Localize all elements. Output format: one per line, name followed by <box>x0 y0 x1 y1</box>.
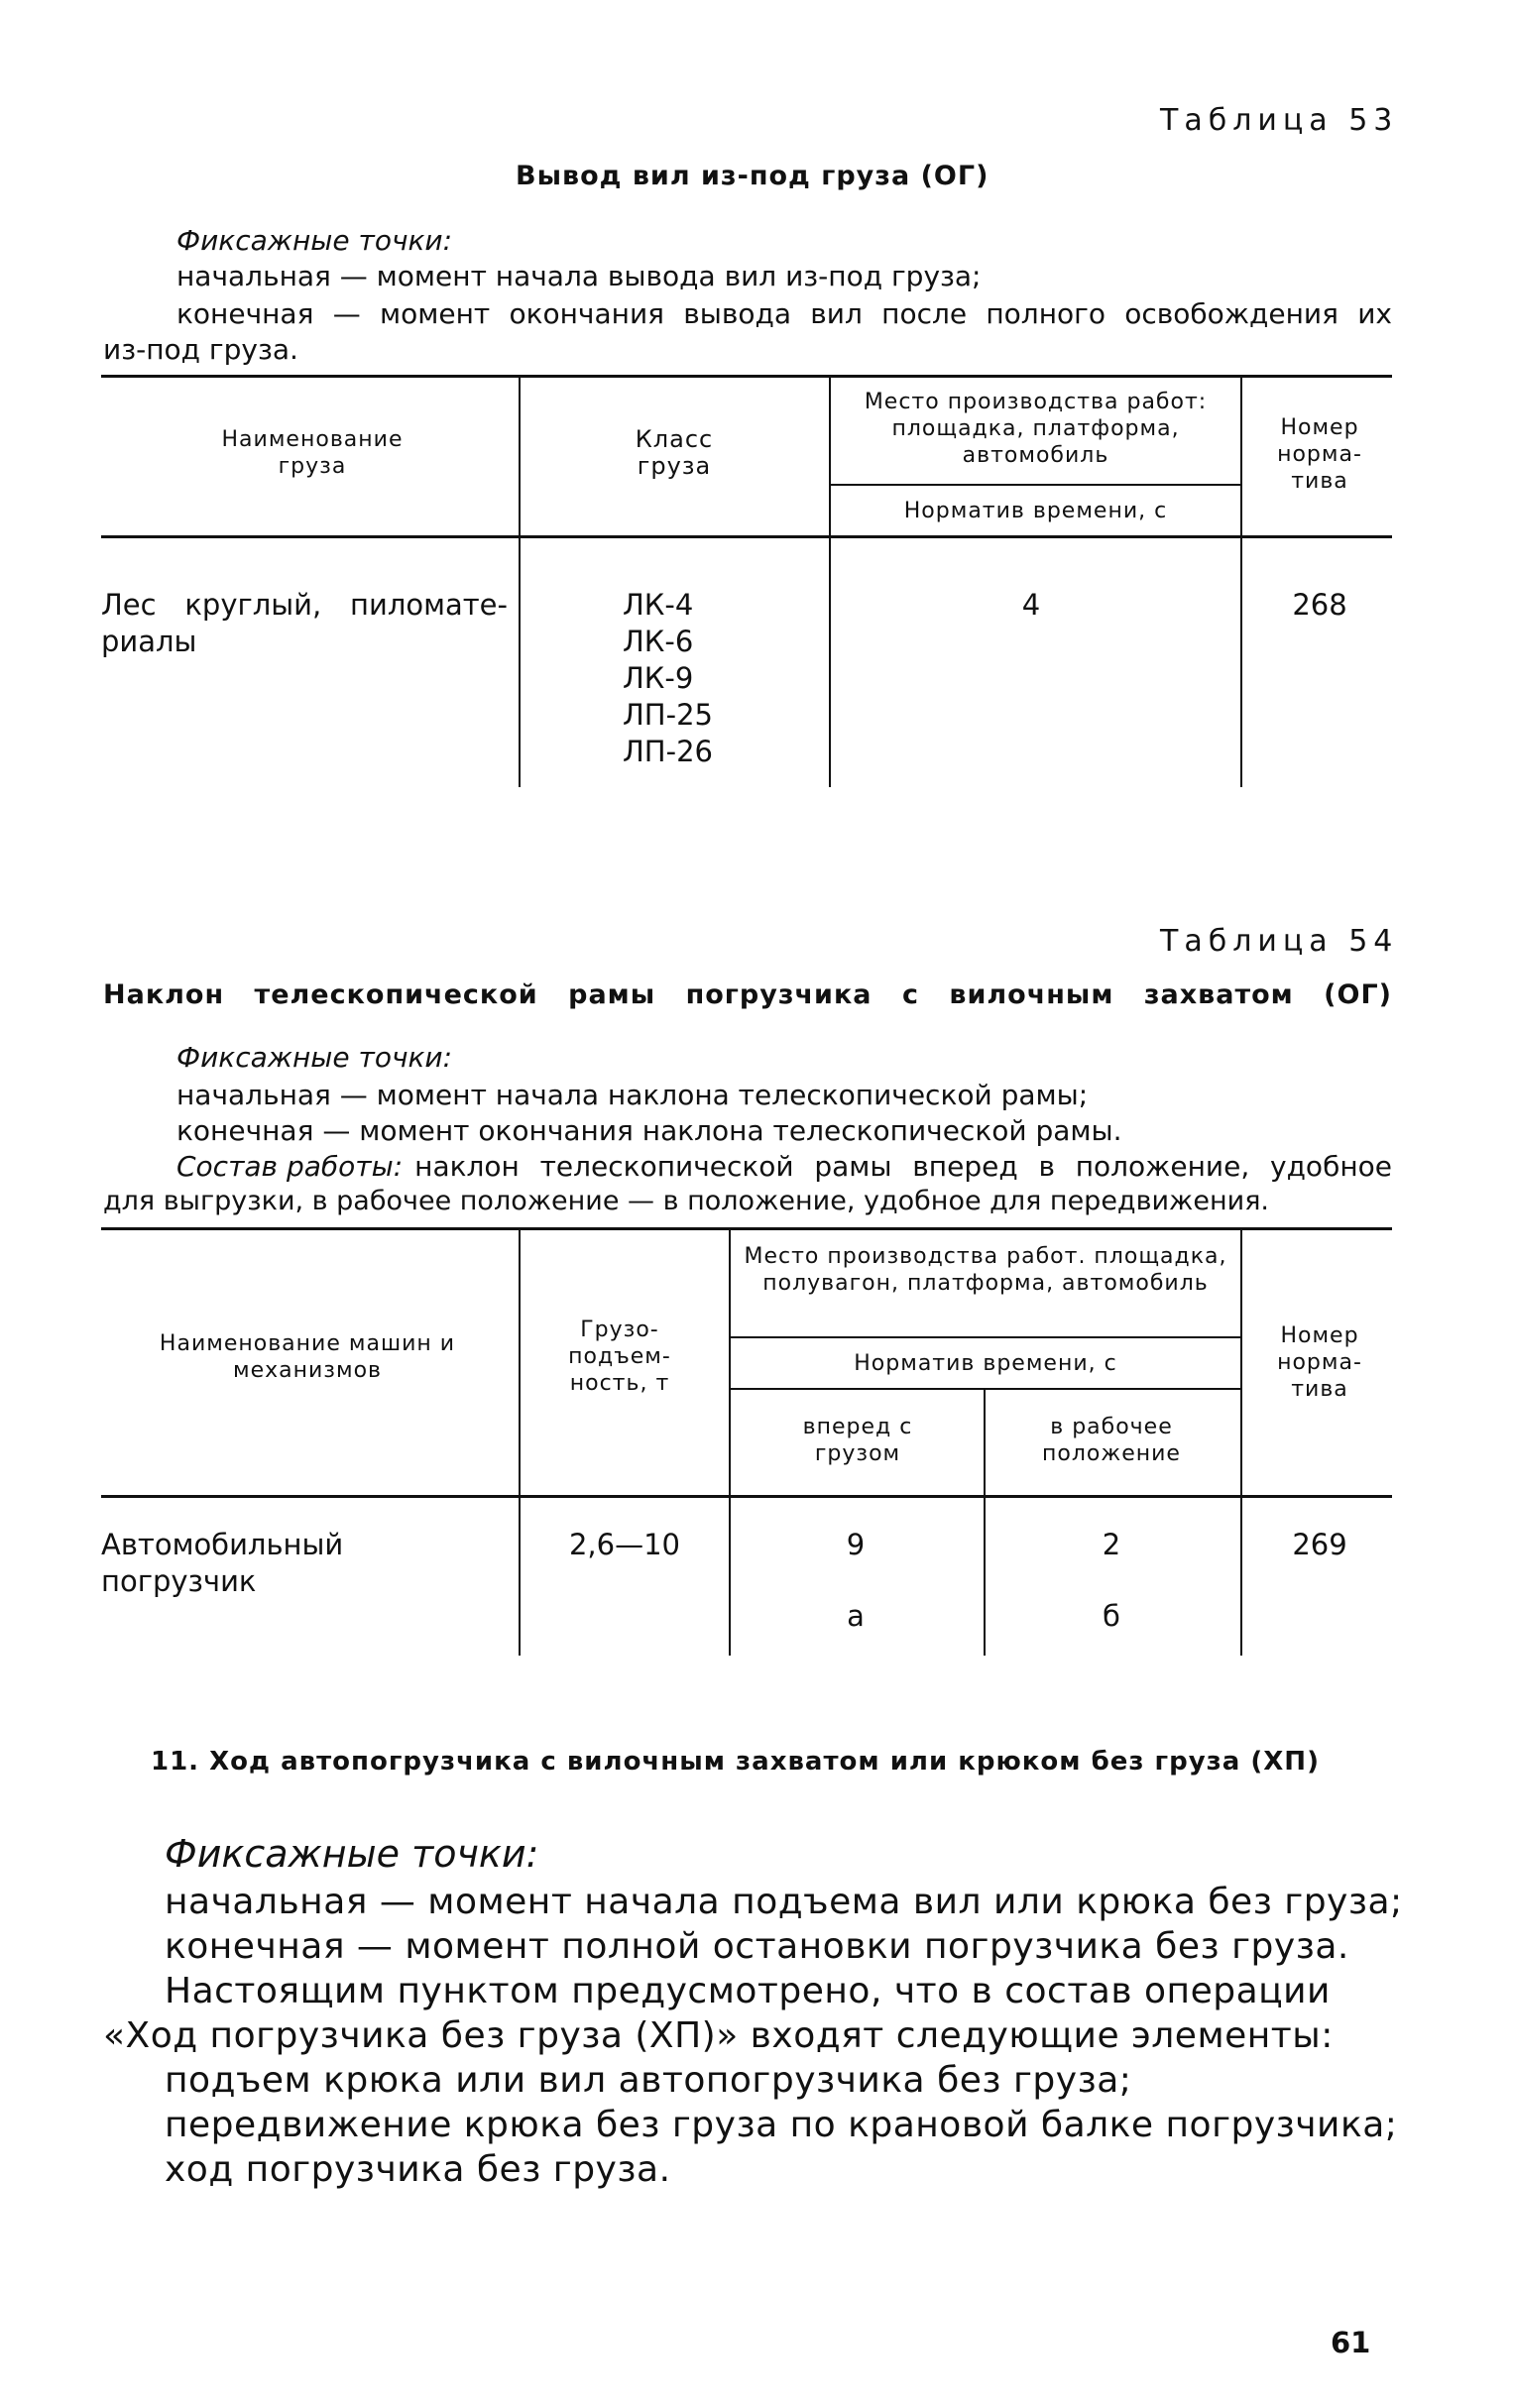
table54-label: Таблица 54 <box>1160 924 1399 959</box>
table54-row-forward: 9 <box>846 1528 866 1561</box>
table54-work-text-2: для выгрузки, в рабочее положение — в положение, удобное для передвижения. <box>103 1186 1270 1216</box>
table54-col-divider-1 <box>519 1227 521 1656</box>
table53-class-item: ЛК-4 <box>623 588 694 622</box>
table54-title-word: Наклон <box>103 979 225 1010</box>
table53-fix-end-2: из-под груза. <box>103 333 298 366</box>
table53-col-divider-3 <box>1240 375 1242 787</box>
table53-class-item: ЛК-9 <box>623 661 694 695</box>
table54-header-name: Наименование машин и механизмов <box>159 1331 456 1383</box>
table54-fix-end: конечная — момент окончания наклона телескопической рамы. <box>176 1114 1122 1147</box>
table54-title-word: вилочным <box>949 979 1114 1010</box>
table54-header-capacity: Грузо-подъем-ность, т <box>568 1318 671 1396</box>
table54-col-a-label: а <box>847 1599 865 1633</box>
table54-header-number: Номер норма-тива <box>1277 1323 1362 1402</box>
table53-fix-start: начальная — момент начала вывода вил из-под груза; <box>176 260 982 292</box>
table53-top-rule <box>101 375 1392 378</box>
table54-col-divider-4 <box>1240 1227 1242 1656</box>
section11-fix-heading: Фиксажные точки: <box>165 1832 539 1876</box>
table54-title-word: погрузчика <box>685 979 873 1010</box>
section11-line: начальная — момент начала подъема вил или крюка без груза; <box>165 1882 1403 1922</box>
table53-row-classes <box>623 587 742 770</box>
table54-title-word: рамы <box>568 979 656 1010</box>
table54-fix-heading: Фиксажные точки: <box>176 1041 453 1074</box>
table53-title: Вывод вил из-под груза (ОГ) <box>516 161 989 191</box>
table54-title-word: телескопической <box>254 979 538 1010</box>
table54-title <box>103 979 1392 1010</box>
page-number: 61 <box>1331 2326 1371 2359</box>
table53-class-item: ЛП-26 <box>623 735 713 768</box>
table54-row-name <box>101 1527 399 1600</box>
table54-top-rule <box>101 1227 1392 1230</box>
table53-col-divider-1 <box>519 375 521 787</box>
table53-place-divider <box>831 484 1240 486</box>
section11-body <box>103 1880 1403 2192</box>
table54-title-word: захватом <box>1143 979 1294 1010</box>
table53-header-number: Номер норма-тива <box>1277 415 1362 494</box>
table53-class-item: ЛК-6 <box>623 625 694 658</box>
table53-fix-end-1: конечная — момент окончания вывода вил после полного освобождения их <box>176 297 1392 330</box>
table53-header-name: Наименование груза <box>221 427 404 479</box>
section11-line: передвижение крюка без груза по крановой балке погрузчика; <box>165 2105 1398 2145</box>
table53-row-name: Лес круглый, пиломате-риалы <box>101 588 508 658</box>
table54-row-working: 2 <box>1102 1528 1121 1561</box>
table54-header-working: в рабочее положение <box>1042 1415 1181 1466</box>
table54-work-label: Состав работы: <box>176 1150 404 1183</box>
table53-class-item: ЛП-25 <box>623 698 713 732</box>
table54-header-norm-time: Норматив времени, с <box>854 1351 1117 1376</box>
table53-header-rule <box>101 535 1392 538</box>
table54-norm-divider <box>731 1388 1240 1390</box>
table54-col-divider-3 <box>984 1390 986 1656</box>
table54-fix-start: начальная — момент начала наклона телескопической рамы; <box>176 1079 1089 1111</box>
section11-line: Настоящим пунктом предусмотрено, что в состав операции <box>165 1971 1331 2011</box>
table54-title-word: с <box>901 979 919 1010</box>
table54-header-rule <box>101 1495 1392 1498</box>
section11-line: ход погрузчика без груза. <box>165 2149 671 2190</box>
table54-header-forward: вперед с грузом <box>802 1415 913 1466</box>
section11-line: конечная — момент полной остановки погрузчика без груза. <box>165 1926 1349 1967</box>
table54-col-b-label: б <box>1103 1599 1120 1633</box>
table53-row-time: 4 <box>1021 588 1041 622</box>
table53-row-number: 268 <box>1292 588 1347 622</box>
section11-heading: 11. Ход автопогрузчика с вилочным захватом или крюком без груза (ХП) <box>151 1747 1320 1777</box>
table53-header-class: Класс груза <box>635 425 714 480</box>
section11-line: подъем крюка или вил автопогрузчика без груза; <box>165 2060 1132 2101</box>
table54-work-text-1: наклон телескопической рамы вперед в положение, удобное <box>414 1150 1392 1183</box>
table54-row-number: 269 <box>1292 1528 1347 1561</box>
table54-header-place: Место производства работ. площадка, полувагон, платформа, автомобиль <box>744 1244 1227 1296</box>
table53-header-place: Место производства работ: площадка, платформа, автомобиль <box>864 390 1208 468</box>
table54-row-capacity: 2,6—10 <box>568 1528 681 1561</box>
table54-row-name-text: Автомобильный погрузчик <box>101 1528 344 1598</box>
table53-label: Таблица 53 <box>1160 103 1399 138</box>
table54-work-line-1 <box>176 1150 1392 1183</box>
table54-title-word: (ОГ) <box>1324 979 1392 1010</box>
table54-place-divider <box>731 1336 1240 1338</box>
table53-header-norm-time: Норматив времени, с <box>903 499 1168 523</box>
table53-fix-heading: Фиксажные точки: <box>176 224 453 257</box>
section11-line: «Ход погрузчика без груза (ХП)» входят следующие элементы: <box>103 2015 1334 2056</box>
